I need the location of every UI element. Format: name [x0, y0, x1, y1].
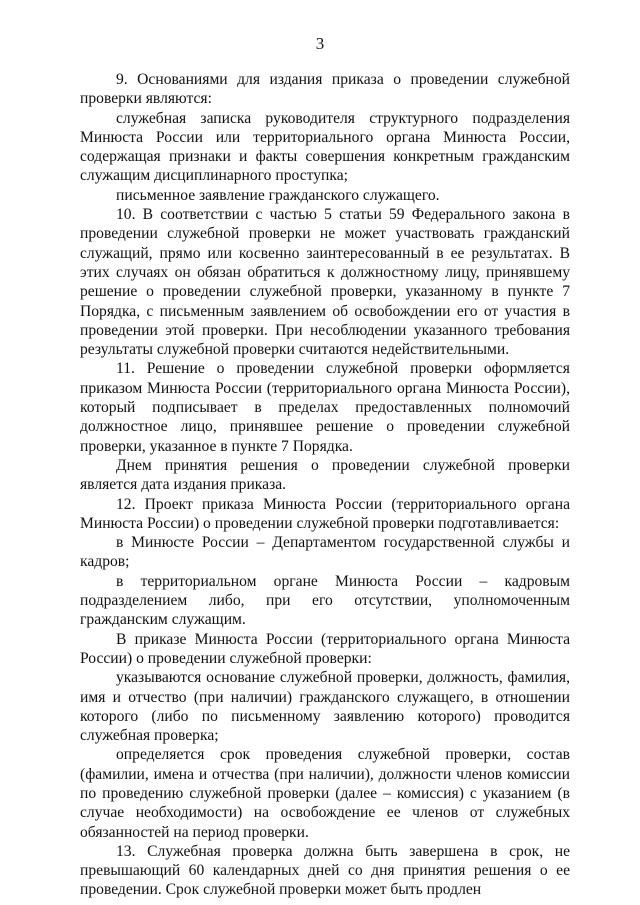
- paragraph-12-ministry: в Минюсте России – Департаментом государственной службы и кадров;: [80, 534, 570, 571]
- paragraph-11: 11. Решение о проведении служебной проверки оформляется приказом Минюста России (территориального органа Минюста России), который подписывает в пределах предоставленных полномочий должностное лицо, принявшее решение о проведении служебной проверки, указанное в пункте 7 Порядка.: [80, 360, 570, 455]
- paragraph-9-basis-memo: служебная записка руководителя структурного подразделения Минюста России или территориального органа Минюста России, содержащая признаки и факты совершения конкретным гражданским служащим дисциплинарного проступка;: [80, 109, 570, 185]
- paragraph-12-territorial: в территориальном органе Минюста России – кадровым подразделением либо, при его отсутствии, уполномоченным гражданским служащим.: [80, 572, 570, 629]
- paragraph-12-order-contents: В приказе Минюста России (территориального органа Минюста России) о проведении служебной проверки:: [80, 630, 570, 667]
- document-body: [80, 70, 570, 900]
- paragraph-10: 10. В соответствии с частью 5 статьи 59 Федерального закона в проведении служебной проверки не может участвовать гражданский служащий, прямо или косвенно заинтересованный в ее результатах. В этих случаях он обязан обратиться к должностному лицу, принявшему решение о проведении служебной проверки, указанному в пункте 7 Порядка, с письменным заявлением об освобождении его от участия в проведении этой проверки. При несоблюдении указанного требования результаты служебной проверки считаются недействительными.: [80, 206, 570, 359]
- paragraph-12-term-commission: определяется срок проведения служебной проверки, состав (фамилии, имена и отчества (при наличии), должности членов комиссии по проведению служебной проверки (далее – комиссия) с указанием (в случае необходимости) на освобождение ее членов от служебных обязанностей на период проверки.: [80, 746, 570, 841]
- paragraph-13: 13. Служебная проверка должна быть завершена в срок, не превышающий 60 календарных дней со дня принятия решения о ее проведении. Срок служебной проверки может быть продлен: [80, 842, 570, 899]
- paragraph-12-grounds: указываются основание служебной проверки, должность, фамилия, имя и отчество (при наличии) гражданского служащего, в отношении которого (либо по письменному заявлению которого) проводится служебная проверка;: [80, 669, 570, 745]
- paragraph-9-basis-application: письменное заявление гражданского служащего.: [116, 186, 440, 204]
- paragraph-9: 9. Основаниями для издания приказа о проведении служебной проверки являются:: [80, 71, 570, 108]
- paragraph-11-decision-date: Днем принятия решения о проведении служебной проверки является дата издания приказа.: [80, 456, 570, 494]
- paragraph-12: 12. Проект приказа Минюста России (территориального органа Минюста России) о проведении служебной проверки подготавливается:: [80, 495, 570, 532]
- page-number: 3: [315, 34, 325, 53]
